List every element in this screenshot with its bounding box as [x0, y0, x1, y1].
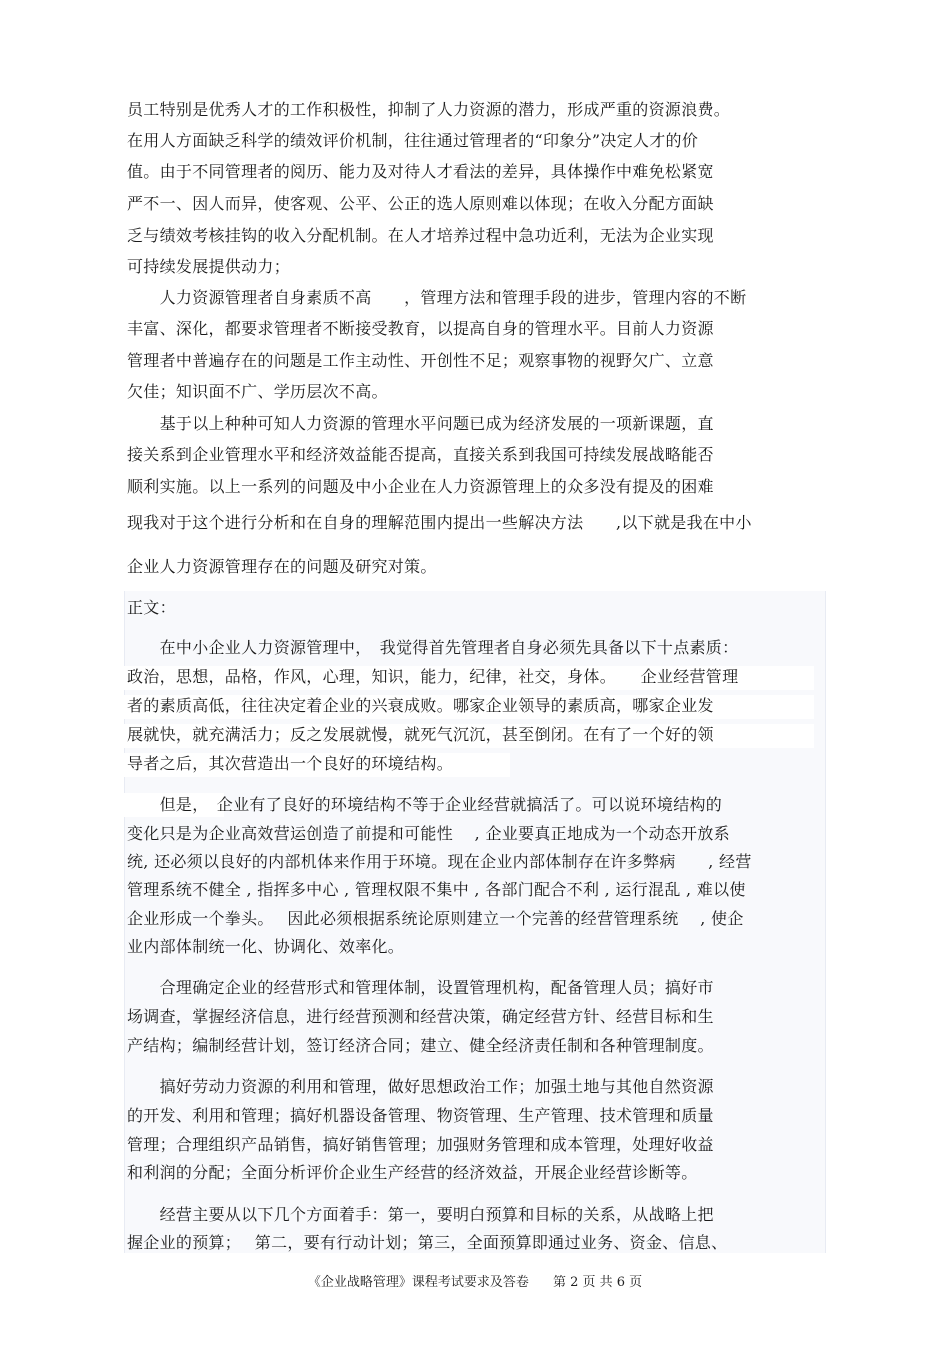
body-heading: 正文： [127, 598, 176, 617]
text-line: 业内部体制统一化、协调化、效率化。 [127, 937, 405, 956]
text-line: 搞好劳动力资源的利用和管理，做好思想政治工作；加强土地与其他自然资源 [127, 1077, 714, 1096]
text-line: 可持续发展提供动力； [127, 257, 291, 276]
text-line: 丰富、深化，都要求管理者不断接受教育，以提高自身的管理水平。目前人力资源 [127, 319, 714, 338]
text-line: 者的素质高低，往往决定着企业的兴衰成败。哪家企业领导的素质高，哪家企业发 [127, 696, 714, 715]
text-line: 但是， 企业有了良好的环境结构不等于企业经营就搞活了。可以说环境结构的 [127, 795, 723, 814]
text-line: 产结构；编制经营计划，签订经济合同；建立、健全经济责任制和各种管理制度。 [127, 1036, 714, 1055]
text-line: 值。由于不同管理者的阅历、能力及对待人才看法的差异，具体操作中难免松紧宽 [127, 162, 714, 181]
text-line: 现我对于这个进行分析和在自身的理解范围内提出一些解决方法 ,以下就是我在中小 [127, 513, 752, 532]
text-line: 严不一、因人而异，使客观、公平、公正的选人原则难以体现；在收入分配方面缺 [127, 194, 714, 213]
text-line: 政治，思想，品格，作风，心理，知识，能力，纪律，社交，身体。 企业经营管理 [127, 667, 739, 686]
text-line: 乏与绩效考核挂钩的收入分配机制。在人才培养过程中急功近利，无法为企业实现 [127, 226, 714, 245]
text-line: 基于以上种种可知人力资源的管理水平问题已成为经济发展的一项新课题，直 [127, 414, 714, 433]
text-line: 人力资源管理者自身素质不高 ，管理方法和管理手段的进步，管理内容的不断 [127, 288, 747, 307]
footer-course-title: 《企业战略管理》课程考试要求及答卷 [307, 1275, 529, 1290]
text-line: 在用人方面缺乏科学的绩效评价机制，往往通过管理者的“印象分”决定人才的价 [127, 131, 699, 150]
text-line: 变化只是为企业高效营运创造了前提和可能性 , 企业要真正地成为一个动态开放系 [127, 824, 730, 843]
text-line: 展就快，就充满活力；反之发展就慢，就死气沉沉，甚至倒闭。在有了一个好的领 [127, 725, 714, 744]
text-line: 经营主要从以下几个方面着手：第一，要明白预算和目标的关系，从战略上把 [127, 1205, 714, 1224]
text-line: 管理者中普遍存在的问题是工作主动性、开创性不足；观察事物的视野欠广、立意 [127, 351, 714, 370]
text-line: 握企业的预算； 第二，要有行动计划；第三，全面预算即通过业务、资金、信息、 [127, 1233, 728, 1252]
text-line: 管理；合理组织产品销售，搞好销售管理；加强财务管理和成本管理，处理好收益 [127, 1135, 714, 1154]
text-line: 导者之后，其次营造出一个良好的环境结构。 [127, 754, 454, 773]
text-line: 接关系到企业管理水平和经济效益能否提高，直接关系到我国可持续发展战略能否 [127, 445, 714, 464]
text-line: 统, 还必须以良好的内部机体来作用于环境。现在企业内部体制存在许多弊病 , 经营 [127, 852, 752, 871]
text-line: 合理确定企业的经营形式和管理体制，设置管理机构，配备管理人员；搞好市 [127, 978, 714, 997]
footer-page-number: 第 2 页 共 6 页 [552, 1275, 643, 1290]
text-line: 顺利实施。以上一系列的问题及中小企业在人力资源管理上的众多没有提及的困难 [127, 477, 714, 496]
text-line: 企业人力资源管理存在的问题及研究对策。 [127, 557, 437, 576]
text-line: 在中小企业人力资源管理中， 我觉得首先管理者自身必须先具备以下十点素质： [127, 638, 739, 657]
text-line: 员工特别是优秀人才的工作积极性，抑制了人力资源的潜力，形成严重的资源浪费。 [127, 100, 731, 119]
text-line: 管理系统不健全 , 指挥多中心 , 管理权限不集中 , 各部门配合不利 , 运行混乱 , 难以使 [127, 880, 746, 899]
text-line: 场调查，掌握经济信息，进行经营预测和经营决策，确定经营方针、经营目标和生 [127, 1007, 714, 1026]
text-line: 的开发、利用和管理；搞好机器设备管理、物资管理、生产管理、技术管理和质量 [127, 1106, 714, 1125]
text-line: 欠佳；知识面不广、学历层次不高。 [127, 382, 388, 401]
text-line: 企业形成一个拳头。 因此必须根据系统论原则建立一个完善的经营管理系统 , 使企 [127, 909, 744, 928]
page-footer [0, 1271, 950, 1290]
text-line: 和利润的分配；全面分析评价企业生产经营的经济效益，开展企业经营诊断等。 [127, 1163, 698, 1182]
